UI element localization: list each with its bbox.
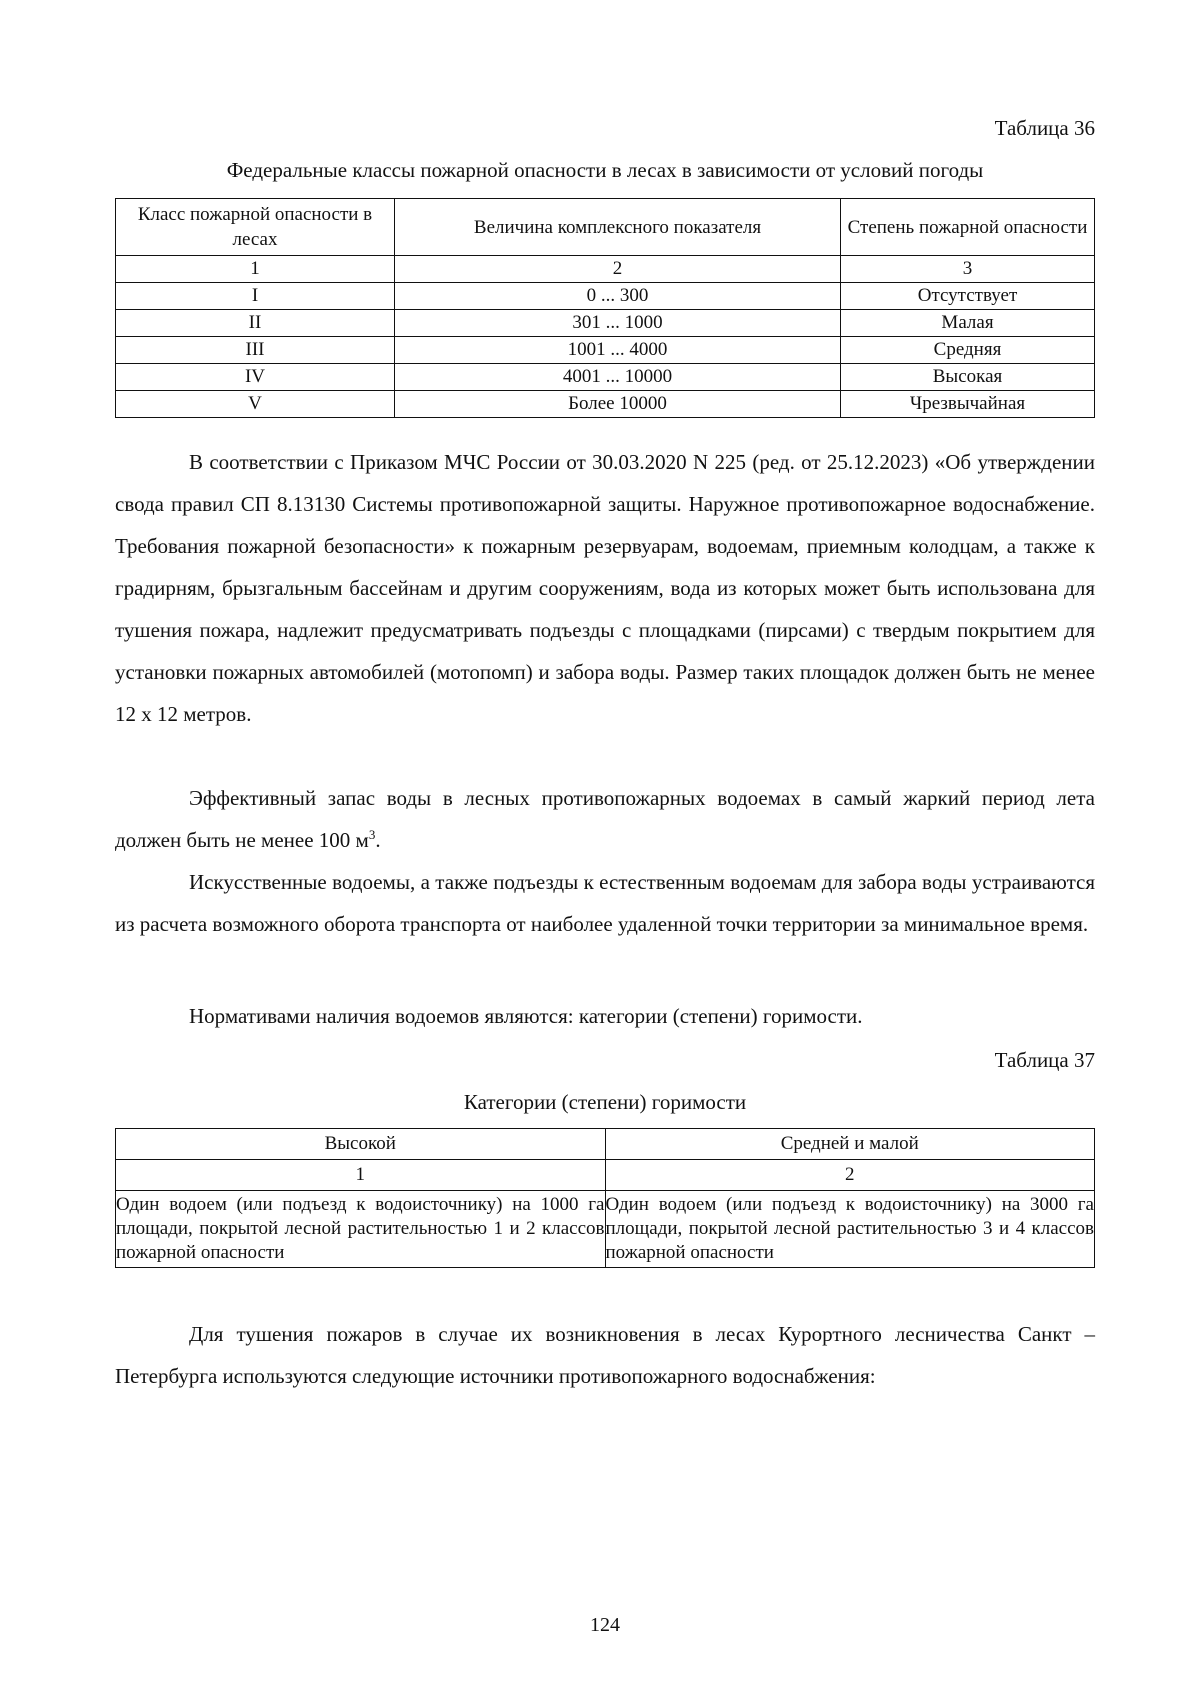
table-header-row [116,199,1095,256]
header-cell: Высокой [116,1129,606,1160]
column-number: 1 [116,256,395,283]
table-cell: Средняя [841,337,1095,364]
fire-danger-classes-table [115,198,1095,418]
column-number: 2 [605,1160,1095,1191]
table-cell: I [116,283,395,310]
table-36-title: Федеральные классы пожарной опасности в лесах в зависимости от условий погоды [226,158,984,182]
table-36-label: Таблица 36 [994,116,1095,140]
column-number: 3 [841,256,1095,283]
table-cell: Малая [841,310,1095,337]
paragraph-standards: Нормативами наличия водоемов являются: категории (степени) горимости. [189,1004,863,1028]
table-row [116,391,1095,418]
column-number: 1 [116,1160,606,1191]
paragraph-artificial-ponds: Искусственные водоемы, а также подъезды к естественным водоемам для забора воды устраиваются из расчета возможного оборота транспорта от наиболее удаленной точки территории за минимальное время. [115,870,1095,936]
table-37-title: Категории (степени) горимости [463,1090,747,1114]
table-cell: 1001 ... 4000 [395,337,841,364]
table-37-label: Таблица 37 [994,1048,1095,1072]
table-cell: Один водоем (или подъезд к водоисточнику) на 1000 га площади, покрытой лесной растительностью 1 и 2 классов пожарной опасности [116,1191,606,1268]
table-cell: 301 ... 1000 [395,310,841,337]
paragraph-water-supply-order: В соответствии с Приказом МЧС России от 30.03.2020 N 225 (ред. от 25.12.2023) «Об утверждении свода правил СП 8.13130 Системы противопожарной защиты. Наружное противопожарное водоснабжение. Требования пожарной безопасности» к пожарным резервуарам, водоемам, приемным колодцам, а также к градирням, брызгальным бассейнам и другим сооружениям, вода из которых может быть использована для тушения пожара, надлежит предусматривать подъезды с площадками (пирсами) с твердым покрытием для установки пожарных автомобилей (мотопомп) и забора воды. Размер таких площадок должен быть не менее 12 х 12 метров. [115,450,1095,726]
table-header-row [116,1129,1095,1160]
paragraph-water-reserve [115,777,1095,861]
table-row [116,364,1095,391]
column-number: 2 [395,256,841,283]
header-cell: Средней и малой [605,1129,1095,1160]
table-row [116,283,1095,310]
table-row [116,310,1095,337]
paragraph-text: Эффективный запас воды в лесных противопожарных водоемах в самый жаркий период лета должен быть не менее 100 м [115,786,1095,852]
table-cell: II [116,310,395,337]
table-row [116,337,1095,364]
burnability-categories-table [115,1128,1095,1268]
table-cell: Один водоем (или подъезд к водоисточнику) на 3000 га площади, покрытой лесной растительностью 3 и 4 классов пожарной опасности [605,1191,1095,1268]
table-cell: 0 ... 300 [395,283,841,310]
table-cell: III [116,337,395,364]
page-number: 124 [590,1614,620,1636]
table-cell: V [116,391,395,418]
header-cell: Величина комплексного показателя [395,199,841,256]
paragraph-water-sources: Для тушения пожаров в случае их возникновения в лесах Курортного лесничества Санкт – Петербурга используются следующие источники противопожарного водоснабжения: [115,1322,1095,1388]
paragraph-text: . [375,828,381,852]
column-number-row [116,256,1095,283]
header-cell: Класс пожарной опасности в лесах [116,199,395,256]
table-row [116,1191,1095,1268]
table-cell: 4001 ... 10000 [395,364,841,391]
table-cell: Высокая [841,364,1095,391]
column-number-row [116,1160,1095,1191]
header-cell: Степень пожарной опасности [841,199,1095,256]
table-cell: Более 10000 [395,391,841,418]
superscript: 3 [368,827,376,842]
table-cell: Отсутствует [841,283,1095,310]
table-cell: Чрезвычайная [841,391,1095,418]
table-cell: IV [116,364,395,391]
